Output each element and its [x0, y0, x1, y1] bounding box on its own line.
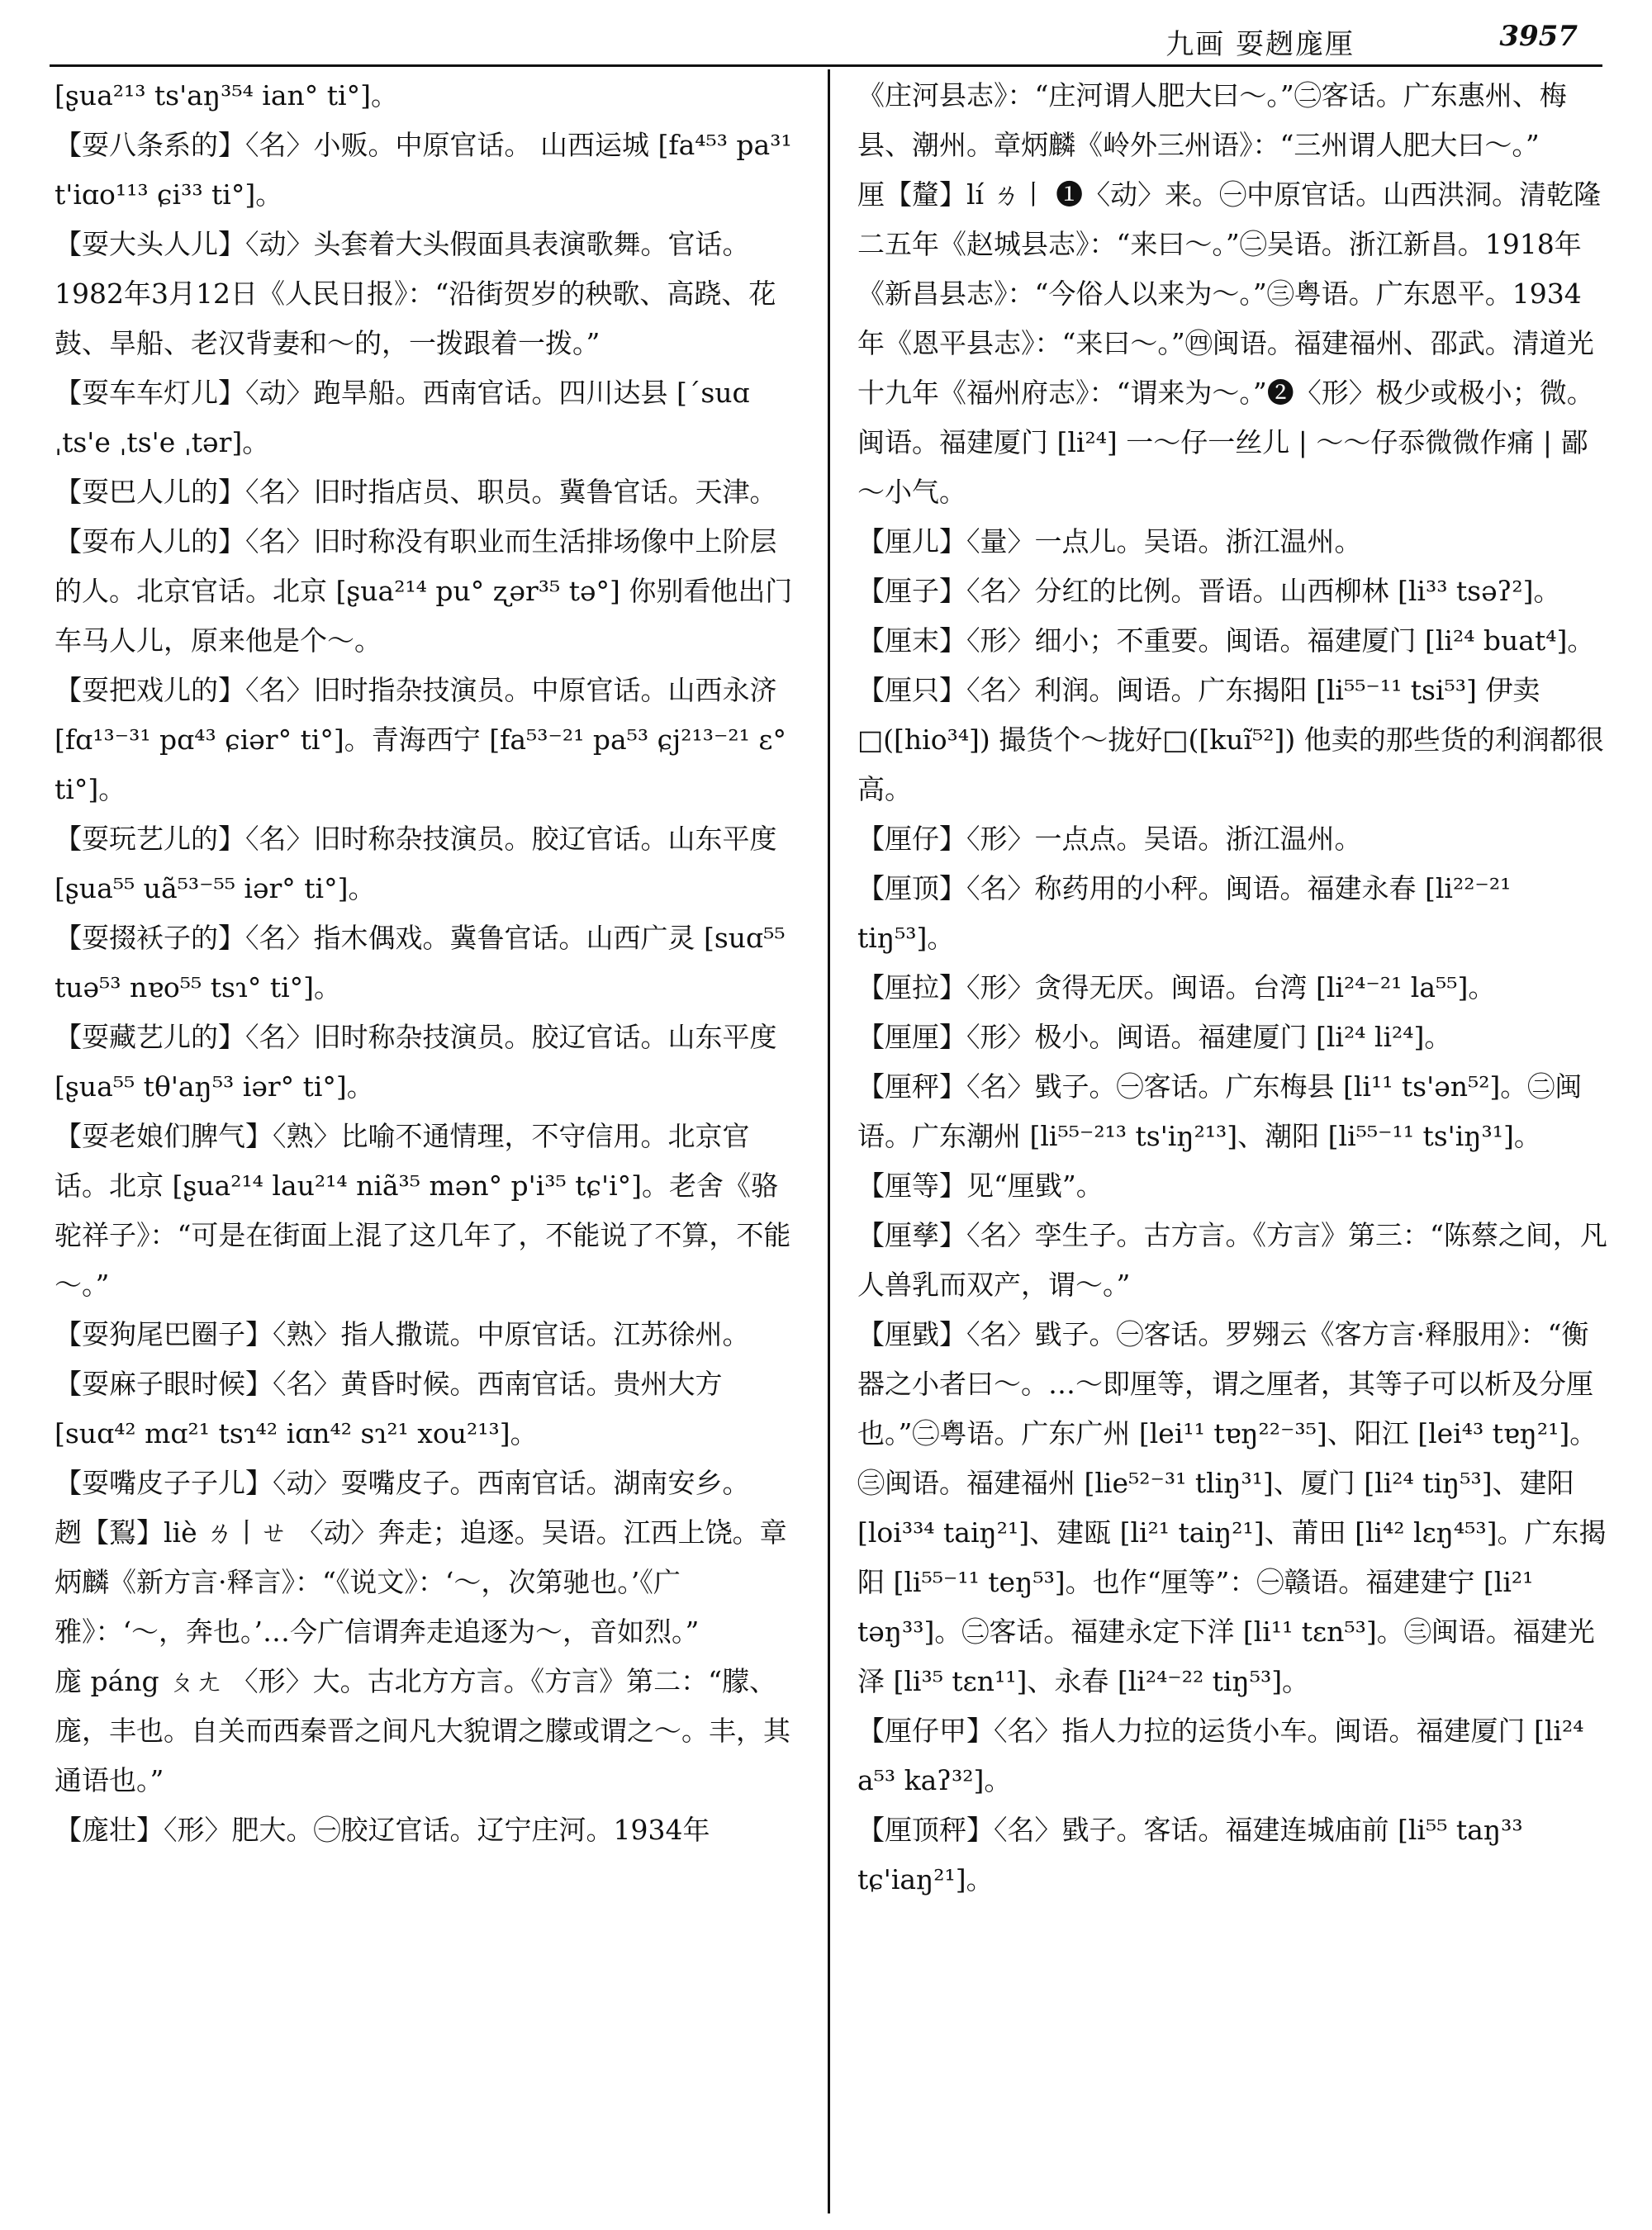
dictionary-entry: 【耍八条系的】〈名〉小贩。中原官话。 山西运城 [fa⁴⁵³ pa³¹ t'iɑo¹¹³ ɕi³³ ti°]。 [55, 129, 792, 211]
dictionary-entry: 趔【鴷】liè ㄌ丨ㄝ 〈动〉奔走；追逐。吴语。江西上饶。章炳麟《新方言·释言》：“《说文》：‘～，次第驰也。’《广雅》：‘～，奔也。’…今广信谓奔走追逐为～，音如烈。” [55, 1516, 787, 1648]
dictionary-entry: 【厘顶秤】〈名〉戥子。客话。福建连城庙前 [li⁵⁵ taŋ³³ tɕ'iaŋ²¹]。 [857, 1814, 1523, 1896]
dictionary-entry: 【耍藏艺儿的】〈名〉旧时称杂技演员。胶辽官话。山东平度 [ʂua⁵⁵ tθ'aŋ⁵³ iər° ti°]。 [55, 1021, 777, 1103]
dictionary-entry: 《庄河县志》：“庄河谓人肥大曰～。”㊁客话。广东惠州、梅县、潮州。章炳麟《岭外三州语》：“三州谓人肥大曰～。” [857, 79, 1567, 161]
dictionary-entry: 【厘等】见“厘戥”。 [857, 1170, 1104, 1202]
dictionary-entry: 【耍巴人儿的】〈名〉旧时指店员、职员。冀鲁官话。天津。 [55, 476, 777, 508]
dictionary-entry: 【厘仔】〈形〉一点点。吴语。浙江温州。 [857, 823, 1362, 855]
dictionary-entry: 【耍大头人儿】〈动〉头套着大头假面具表演歌舞。官话。1982年3月12日《人民日报》：“沿街贺岁的秧歌、高跷、花鼓、旱船、老汉背妻和～的，一拨跟着一拨。” [55, 228, 776, 359]
dictionary-entry: 厘【釐】lí ㄌ丨 ❶〈动〉来。㊀中原官话。山西洪洞。清乾隆二五年《赵城县志》：“来曰～。”㊁吴语。浙江新昌。1918年《新昌县志》：“今俗人以来为～。”㊂粤语。广东恩平。1934年《恩平县志》：“来曰～。”㊃闽语。福建福州、邵武。清道光十九年《福州府志》：“谓来为～。”❷〈形〉极少或极小；微。闽语。福建厦门 [li²⁴] 一～仔一丝儿 | ～～仔忝微微作痛 | 鄙～小气。 [857, 178, 1602, 508]
dictionary-entry: 【庬壮】〈形〉肥大。㊀胶辽官话。辽宁庄河。1934年 [55, 1814, 710, 1846]
page-number: 3957 [1499, 20, 1578, 53]
dictionary-entry: 【耍布人儿的】〈名〉旧时称没有职业而生活排场像中上阶层的人。北京官话。北京 [ʂua²¹⁴ pu° ʐər³⁵ tə°] 你别看他出门车马人儿，原来他是个～。 [55, 525, 793, 657]
dictionary-entry: 【厘秤】〈名〉戥子。㊀客话。广东梅县 [li¹¹ ts'ən⁵²]。㊁闽语。广东潮州 [li⁵⁵⁻²¹³ ts'iŋ²¹³]、潮阳 [li⁵⁵⁻¹¹ ts'iŋ³¹]。 [857, 1070, 1583, 1152]
dictionary-entry: 【耍车车灯儿】〈动〉跑旱船。西南官话。四川达县 [ˊsuɑ ˌts'e ˌts'e ˌtər]。 [55, 377, 750, 458]
left-column [55, 71, 802, 1855]
dictionary-entry: 【厘子】〈名〉分红的比例。晋语。山西柳林 [li³³ tsəʔ²]。 [857, 575, 1561, 607]
dictionary-entry: 【耍把戏儿的】〈名〉旧时指杂技演员。中原官话。山西永济 [fɑ¹³⁻³¹ pɑ⁴³ ɕiər° ti°]。青海西宁 [fa⁵³⁻²¹ pa⁵³ ɕj²¹³⁻²¹ ɛ° ti°]。 [55, 674, 786, 805]
dictionary-entry: 【厘末】〈形〉细小；不重要。闽语。福建厦门 [li²⁴ buat⁴]。 [857, 624, 1595, 657]
dictionary-entry: 【厘戥】〈名〉戥子。㊀客话。罗翙云《客方言·释服用》：“衡器之小者曰～。…～即厘等，谓之厘者，其等子可以析及分厘也。”㊁粤语。广东广州 [lei¹¹ tɐŋ²²⁻³⁵]、阳江 [lei⁴³ tɐŋ²¹]。㊂闽语。福建福州 [lie⁵²⁻³¹ tliŋ³¹]、厦门 [li²⁴ tiŋ⁵³]、建阳 [loi³³⁴ taiŋ²¹]、建瓯 [li²¹ taiŋ²¹]、莆田 [li⁴² lɛŋ⁴⁵³]。广东揭阳 [li⁵⁵⁻¹¹ teŋ⁵³]。也作“厘等”：㊀赣语。福建建宁 [li²¹ təŋ³³]。㊁客话。福建永定下洋 [li¹¹ tɛn⁵³]。㊂闽语。福建光泽 [li³⁵ tɛn¹¹]、永春 [li²⁴⁻²² tiŋ⁵³]。 [857, 1318, 1607, 1697]
section-heading: 九画 耍趔庬厘 [1165, 28, 1355, 61]
dictionary-entry: 【耍狗尾巴圈子】〈熟〉指人撒谎。中原官话。江苏徐州。 [55, 1318, 750, 1350]
dictionary-entry: 【厘厘】〈形〉极小。闽语。福建厦门 [li²⁴ li²⁴]。 [857, 1021, 1452, 1053]
dictionary-entry: 【耍嘴皮子子儿】〈动〉耍嘴皮子。西南官话。湖南安乡。 [55, 1467, 750, 1499]
dictionary-entry: 庬 páng ㄆㄤ 〈形〉大。古北方方言。《方言》第二：“朦、庬，丰也。自关而西秦晋之间凡大貌谓之朦或谓之～。丰，其通语也。” [55, 1665, 790, 1796]
dictionary-entry: 【厘孳】〈名〉孪生子。古方言。《方言》第三：“陈蔡之间，凡人兽乳而双产，谓～。” [857, 1219, 1607, 1301]
dictionary-entry: 【厘仔甲】〈名〉指人力拉的运货小车。闽语。福建厦门 [li²⁴ a⁵³ kaʔ³²]。 [857, 1715, 1584, 1796]
dictionary-entry: 【耍掇袄子的】〈名〉指木偶戏。冀鲁官话。山西广灵 [suɑ⁵⁵ tuə⁵³ nɐo⁵⁵ tsɿ° ti°]。 [55, 922, 786, 1004]
dictionary-entry: 【耍麻子眼时候】〈名〉黄昏时候。西南官话。贵州大方 [suɑ⁴² mɑ²¹ tsɿ⁴² iɑn⁴² sɿ²¹ xou²¹³]。 [55, 1368, 723, 1450]
page-header [50, 15, 1602, 61]
dictionary-entry: [ʂua²¹³ ts'aŋ³⁵⁴ ian° ti°]。 [55, 79, 398, 112]
header-rule [50, 64, 1602, 67]
dictionary-entry: 【厘只】〈名〉利润。闽语。广东揭阳 [li⁵⁵⁻¹¹ tsi⁵³] 伊卖□([hio³⁴]) 撮货个～拢好□([kuĩ⁵²]) 他卖的那些货的利润都很高。 [857, 674, 1604, 805]
dictionary-entry: 【厘顶】〈名〉称药用的小秤。闽语。福建永春 [li²²⁻²¹ tiŋ⁵³]。 [857, 872, 1512, 954]
dictionary-entry: 【耍老娘们脾气】〈熟〉比喻不通情理，不守信用。北京官话。北京 [ʂua²¹⁴ lau²¹⁴ niã³⁵ mən° p'i³⁵ tɕ'i°]。老舍《骆驼祥子》：“可是在街面上混了这几年了，不能说了不算，不能～。” [55, 1120, 791, 1301]
dictionary-entry: 【耍玩艺儿的】〈名〉旧时称杂技演员。胶辽官话。山东平度 [ʂua⁵⁵ uã⁵³⁻⁵⁵ iər° ti°]。 [55, 823, 777, 904]
right-column [857, 71, 1607, 1905]
dictionary-entry: 【厘拉】〈形〉贪得无厌。闽语。台湾 [li²⁴⁻²¹ la⁵⁵]。 [857, 971, 1496, 1004]
dictionary-entry: 【厘儿】〈量〉一点儿。吴语。浙江温州。 [857, 525, 1362, 558]
column-divider [828, 69, 830, 2213]
